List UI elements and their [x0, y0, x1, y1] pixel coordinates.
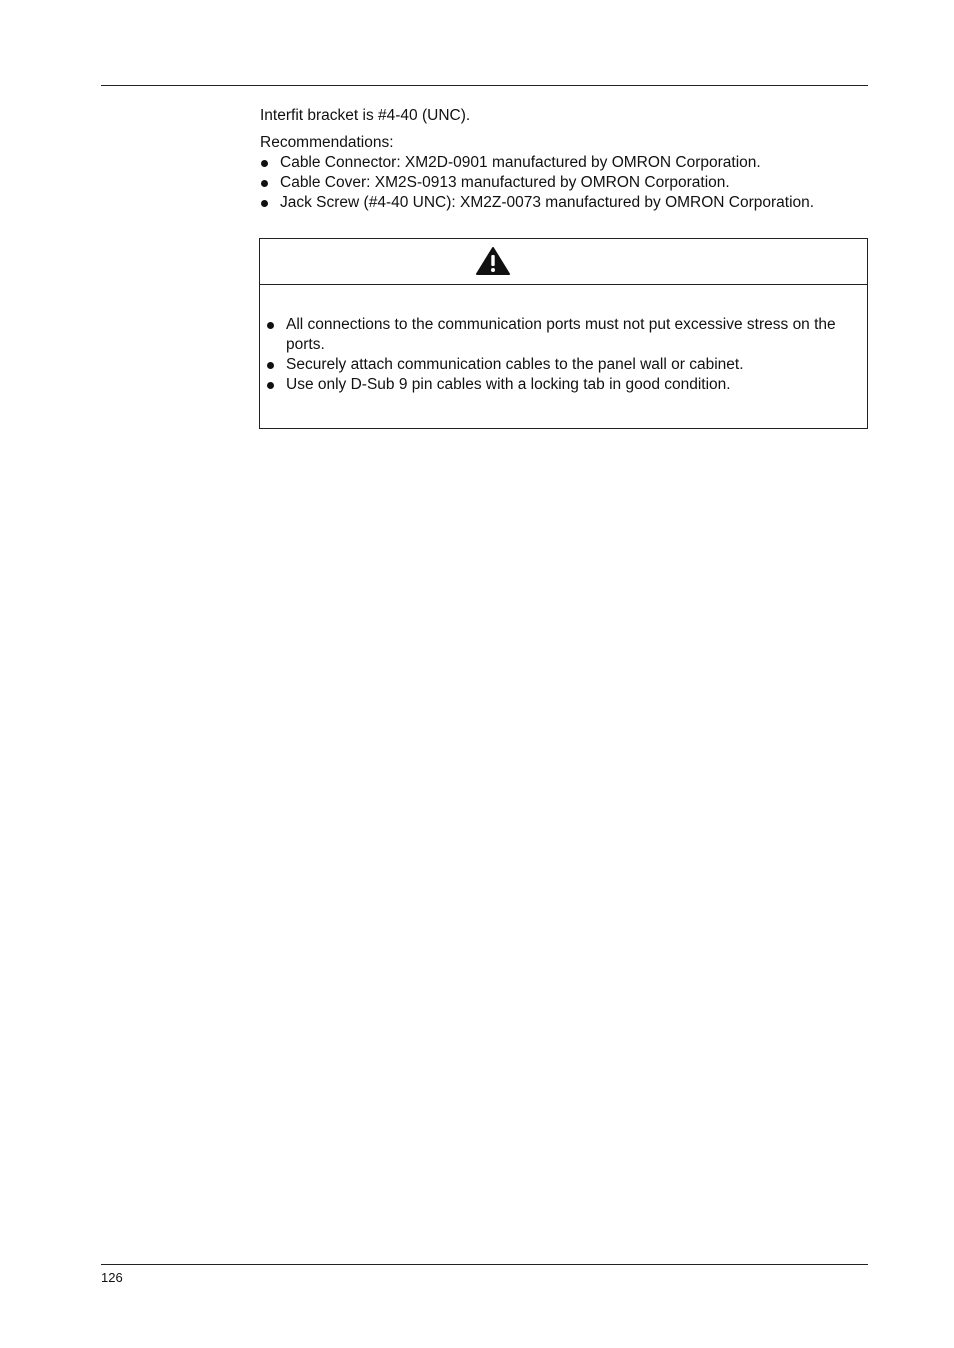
- warning-header: [260, 239, 867, 285]
- page-number: 126: [101, 1270, 123, 1285]
- list-item: Cable Cover: XM2S-0913 manufactured by OMRON Corporation.: [260, 173, 868, 193]
- recommendations-list: [260, 153, 868, 213]
- bullet-icon: [261, 160, 268, 167]
- list-item: Use only D-Sub 9 pin cables with a locking tab in good condition.: [266, 375, 861, 395]
- list-item: Securely attach communication cables to the panel wall or cabinet.: [266, 355, 861, 375]
- warning-list: [266, 315, 861, 395]
- bullet-icon: [261, 200, 268, 207]
- list-item: All connections to the communication ports must not put excessive stress on the ports.: [266, 315, 861, 355]
- bullet-icon: [267, 322, 274, 329]
- bullet-icon: [267, 382, 274, 389]
- footer-rule: [101, 1264, 868, 1265]
- warning-triangle-icon: [475, 246, 511, 276]
- warning-body: [266, 315, 861, 395]
- bracket-paragraph: Interfit bracket is #4-40 (UNC).: [260, 107, 471, 124]
- list-item: Jack Screw (#4-40 UNC): XM2Z-0073 manufactured by OMRON Corporation.: [260, 193, 868, 213]
- bullet-icon: [267, 362, 274, 369]
- header-rule: [101, 85, 868, 86]
- list-item: Cable Connector: XM2D-0901 manufactured by OMRON Corporation.: [260, 153, 868, 173]
- recommendations-heading: Recommendations:: [260, 134, 394, 151]
- main-content: [260, 106, 868, 213]
- warning-box: [259, 238, 868, 429]
- bullet-icon: [261, 180, 268, 187]
